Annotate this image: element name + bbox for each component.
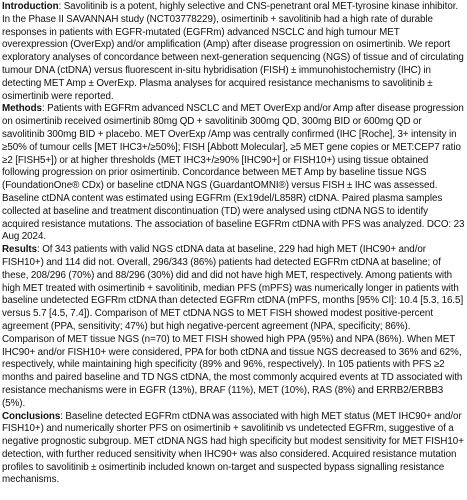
results-section <box>2 244 465 410</box>
conclusions-heading: Conclusions <box>2 410 61 422</box>
results-heading: Results <box>2 244 38 256</box>
introduction-body: : Savolitinib is a potent, highly selective and CNS-penetrant oral MET-tyrosine kinase inhibitor. In the Phase II SAVANNAH study (NCT03778229), osimertinib + savolitinib had a high rate of durable responses in patients with EGFR-mutated (EGFRm) advanced NSCLC and high tumour MET overexpression (OverExp) and/or amplification (Amp) after disease progression on osimertinib. We report exploratory analyses of concordance between next-generation sequencing (NGS) of tissue and of circulating tumour DNA (ctDNA) versus fluorescent in-situ hybridisation (FISH) ± immunohistochemistry (IHC) in detecting MET Amp ± OverExp. Plasma analyses for acquired resistance mechanisms to savolitinib ± osimertinib were reported. <box>2 1 464 102</box>
conclusions-body: : Baseline detected EGFRm ctDNA was associated with high MET status (MET IHC90+ and/or FISH10+) and numerically shorter PFS on osimertinib + savolitinib vs undetected EGFRm, suggestive of a negative prognostic subgroup. MET ctDNA NGS had high specificity but modest sensitivity for MET FISH10+ detection, with further reduced sensitivity when IHC90+ was also considered. Acquired resistance mutation profiles to savolitinib ± osimertinib included known on-target and suspected bypass signalling resistance mechanisms. <box>2 410 464 486</box>
conclusions-section <box>2 411 465 488</box>
results-body: : Of 343 patients with valid NGS ctDNA data at baseline, 229 had high MET (IHC90+ and/or FISH10+) and 114 did not. Overall, 296/343 (86%) patients had detected EGFRm ctDNA at baseline; of these, 208/296 (70%) and 88/296 (30%) did and did not have high MET, respectively. Among patients with high MET treated with osimertinib + savolitinib, median PFS (mPFS) was numerically longer in patients with baseline undetected EGFRm ctDNA than detected EGFRm ctDNA (mPFS, months [95% CI]: 10.4 [5.3, 16.5] versus 5.7 [4.5, 7.4]). Comparison of MET ctDNA NGS to MET FISH showed modest positive-percent agreement (PPA, sensitivity; 47%) but high negative-percent agreement (NPA, specificity; 86%). Comparison of MET tissue NGS (n=70) to MET FISH showed high PPA (95%) and NPA (86%). When MET IHC90+ and/or FISH10+ were considered, PPA for both ctDNA and tissue NGS decreased to 36% and 62%, respectively, while maintaining high specificity (89% and 96%, respectively). In 105 patients with PFS ≥2 months and paired baseline and TD NGS ctDNA, the most commonly acquired events at TD associated with resistance mechanisms were in EGFR (13%), BRAF (11%), MET (10%), RAS (8%) and ERRB2/ERBB3 (5%). <box>2 244 464 409</box>
methods-body: : Patients with EGFRm advanced NSCLC and MET OverExp and/or Amp after disease progression on osimertinib received osimertinib 80mg QD + savolitinib 300mg QD, 300mg BID or 600mg QD or savolitinib 300mg BID + placebo. MET OverExp /Amp was centrally confirmed (IHC [Roche], 3+ intensity in ≥50% of tumour cells [MET IHC3+/≥50%]; FISH [Abbott Molecular], ≥5 MET gene copies or MET:CEP7 ratio ≥2 [FISH5+]) or at higher thresholds (MET IHC3+/≥90% [IHC90+] or FISH10+) using tissue obtained following progression on prior osimertinib. Concordance between MET Amp by baseline tissue NGS (FoundationOne® CDx) or baseline ctDNA NGS (GuardantOMNI®) versus FISH ± IHC was assessed. Baseline ctDNA content was estimated using EGFRm (Ex19del/L858R) ctDNA. Paired plasma samples collected at baseline and treatment discontinuation (TD) were analysed using ctDNA NGS to identify acquired resistance mutations. The association of baseline EGFRm ctDNA with PFS was analyzed. DCO: 23 Aug 2024. <box>2 103 465 243</box>
introduction-heading: Introduction <box>2 1 59 12</box>
methods-heading: Methods <box>2 103 42 115</box>
methods-section <box>2 103 465 244</box>
introduction-section <box>2 1 465 103</box>
